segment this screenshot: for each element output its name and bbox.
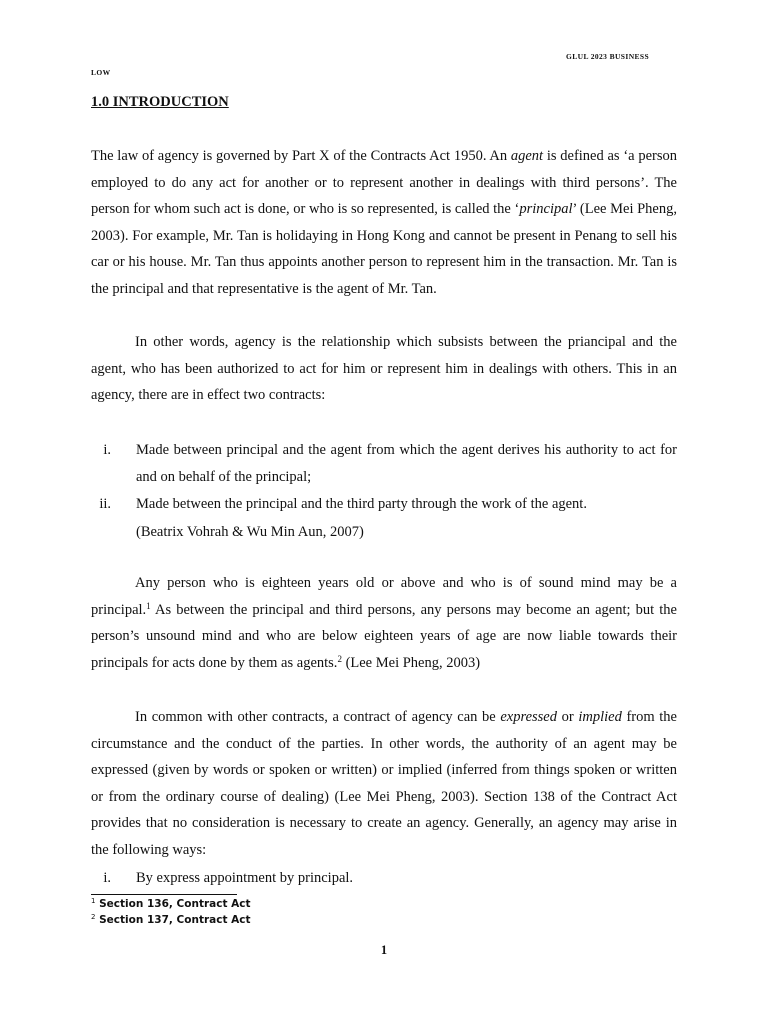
running-header-right: GLUL 2023 BUSINESS — [566, 52, 650, 61]
footnote-2 — [91, 914, 251, 926]
running-header-left: LOW — [91, 68, 111, 77]
paragraph-4-text-b: or — [556, 709, 579, 725]
footnote-text: Section 136, Contract Act — [99, 898, 251, 910]
footnote-mark: 2 — [91, 913, 96, 921]
footnote-ref-1[interactable]: 1 — [146, 600, 151, 611]
paragraph-1 — [91, 143, 677, 302]
paragraph-4-text-c: from the circumstance and the conduct of the parties. In other words, the authority of an agent may be expressed (given by words or spoken or written) or implied (inferred from things spoken or written or from the ordinary course of dealing) (Lee Mei Pheng, 2003). Section 138 of the Contract Act provides that no consideration is necessary to create an agency. Generally, an agency may arise in the following ways: — [91, 709, 677, 858]
paragraph-1-text-a: The law of agency is governed by Part X of the Contracts Act 1950. An — [91, 148, 511, 164]
footnote-1 — [91, 898, 251, 910]
paragraph-1-text-c: ’ (Lee Mei Pheng, 2003). For example, Mr. Tan is holidaying in Hong Kong and cannot be present in Penang to sell his car or his house. Mr. Tan thus appoints another person to represent him in the transaction. Mr. Tan is the principal and that representative is the agent of Mr. Tan. — [91, 201, 677, 297]
paragraph-3-text-a: Any person who is eighteen years old or above and who is of sound mind may be a principal. — [91, 575, 677, 618]
term-expressed: expressed — [500, 709, 557, 725]
paragraph-2: In other words, agency is the relationship which subsists between the priancipal and the agent, who has been authorized to act for him or represent him in dealings with others. This in an agency, there are in effect two contracts: — [91, 334, 677, 403]
term-implied: implied — [578, 709, 622, 725]
page-number: 1 — [380, 943, 388, 957]
paragraph-3-text-b: As between the principal and third persons, any persons may become an agent; but the person’s unsound mind and who are below eighteen years of age are now liable towards their principals for acts done by them as agents. — [91, 601, 677, 671]
term-agent: agent — [510, 148, 544, 164]
paragraph-1-text-b: is defined as ‘a person employed to do any act for another or to represent another in dealings with third persons’. The person for whom such act is done, or who is so represented, is called the ‘ — [91, 148, 677, 217]
paragraph-4-text-a: In common with other contracts, a contract of agency can be — [135, 709, 501, 725]
list-item-text: By express appointment by principal. — [136, 870, 354, 886]
list-item-text: Made between principal and the agent from which the agent derives his authority to act for and on behalf of the principal; — [136, 442, 677, 485]
list-item-number: i. — [103, 442, 111, 458]
footnote-mark: 1 — [91, 897, 96, 905]
list-item-text: Made between the principal and the third party through the work of the agent. — [136, 496, 587, 512]
paragraph-4 — [91, 704, 677, 863]
footnote-ref-2[interactable]: 2 — [337, 653, 342, 664]
footnote-separator — [91, 894, 237, 895]
list-item-number: ii. — [99, 496, 111, 512]
section-heading: 1.0 INTRODUCTION — [91, 94, 229, 110]
paragraph-3 — [91, 570, 677, 676]
paragraph-3-text-c: (Lee Mei Pheng, 2003) — [341, 654, 481, 671]
footnote-text: Section 137, Contract Act — [99, 914, 251, 926]
list-item-number: i. — [103, 870, 111, 886]
citation: (Beatrix Vohrah & Wu Min Aun, 2007) — [136, 524, 364, 540]
term-principal: principal — [519, 201, 573, 217]
